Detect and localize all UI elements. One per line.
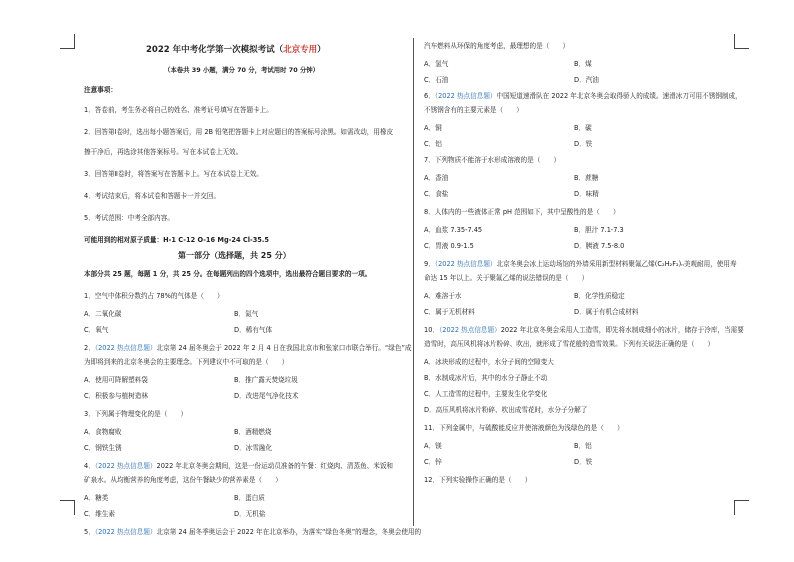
- q5-option-c: C．石油: [424, 76, 449, 84]
- q9-option-d: D．属于有机合成材料: [574, 308, 639, 316]
- q8-option-b: B．胆汁 7.1-7.3: [574, 226, 624, 234]
- question-8: 8．人体内的一些液体正常 pH 范围如下，其中呈酸性的是（ ）: [424, 208, 620, 216]
- q8-option-c: C．胃液 0.9-1.5: [424, 242, 474, 250]
- corner-mark-bottom-right: [734, 500, 749, 515]
- q4-option-a: A．糖类: [84, 494, 109, 502]
- q5-number: 5．: [84, 528, 95, 536]
- q7-option-c: C．食盐: [424, 190, 449, 198]
- q1-option-d: D．稀有气体: [234, 326, 273, 334]
- q9-option-c: C．属于无机材料: [424, 308, 475, 316]
- q10-option-b: B．水制成冰片后，其中的水分子静止不动: [424, 374, 548, 382]
- q11-option-b: B．铝: [574, 442, 592, 450]
- q1-option-a: A．二氧化碳: [84, 310, 122, 318]
- q9-option-a: A．难溶于水: [424, 292, 462, 300]
- notice-heading: 注意事项：: [84, 86, 117, 94]
- exam-title-text: 2022 年中考化学第一次模拟考试（: [146, 45, 284, 55]
- q2-option-c: C．积极参与植树造林: [84, 392, 148, 400]
- q6-option-a: A．铜: [424, 124, 442, 132]
- q10-option-a: A．冰块形成的过程中，水分子间的空隙变大: [424, 358, 554, 366]
- q3-option-c: C．钢铁生锈: [84, 444, 122, 452]
- q8-option-a: A．血浆 7.35-7.45: [424, 226, 483, 234]
- question-4-cont: 矿泉水。从均衡营养的角度考虑，这份午餐缺少的营养素是（ ）: [84, 476, 282, 484]
- q5-text: 北京第 24 届冬季奥运会于 2022 年在北京举办，为落实“绿色冬奥”的理念，冬奥会使用的: [156, 528, 422, 536]
- q2-option-b: B．推广露天焚烧垃圾: [234, 376, 298, 384]
- q10-text: 2022 年北京冬奥会采用人工造雪，即先将水制成细小的冰片，储存于冷库，当需要: [500, 326, 744, 334]
- q4-option-d: D．无机盐: [234, 510, 266, 518]
- question-6-cont: 不锈钢含有的主要元素是（ ）: [424, 106, 523, 114]
- corner-mark-top-right: [734, 34, 749, 49]
- question-5-cont: 汽车燃料从环保的角度考虑，最理想的是（ ）: [424, 42, 570, 50]
- question-9: [424, 260, 737, 268]
- q11-option-c: C．锌: [424, 458, 442, 466]
- q4-text: 2022 年北京冬奥会期间，这是一份运动员准备的午餐：红烧肉、清蒸鱼、米饭和: [156, 462, 394, 470]
- exam-title-region: 北京专用: [283, 45, 318, 55]
- q6-option-c: C．铝: [424, 140, 442, 148]
- question-7: 7．下列物质不能溶于水形成溶液的是（ ）: [424, 156, 561, 164]
- question-4: [84, 462, 393, 470]
- q9-option-b: B．化学性质稳定: [574, 292, 625, 300]
- exam-title: [146, 46, 326, 54]
- q5-option-a: A．氢气: [424, 60, 449, 68]
- q3-option-a: A．食物腐败: [84, 428, 122, 436]
- exam-subtitle: （本卷共 39 小题，满分 70 分，考试用时 70 分钟）: [164, 66, 320, 74]
- q10-number: 10．: [424, 326, 439, 334]
- q5-option-d: D．汽油: [574, 76, 599, 84]
- q3-option-b: B．酒精燃烧: [234, 428, 272, 436]
- q3-option-d: D．冰雪融化: [234, 444, 273, 452]
- q9-text: 北京冬奥会冰上运动场馆的外墙采用新型材料聚氟乙烯(C₂H₂F₂)ₙ美观耐用，使用寿: [496, 260, 737, 268]
- q2-option-a: A．使用可降解塑料袋: [84, 376, 148, 384]
- notice-4: 4．考试结束后，将本试卷和答题卡一并交回。: [84, 192, 221, 200]
- q4-option-c: C．维生素: [84, 510, 115, 518]
- q6-option-d: D．铁: [574, 140, 593, 148]
- q5-hot-tag: （2022 热点信息题）: [94, 528, 157, 536]
- q11-option-a: A．镁: [424, 442, 442, 450]
- q6-number: 6．: [424, 92, 435, 100]
- q1-option-c: C．氧气: [84, 326, 109, 334]
- notice-1: 1．答卷前，考生务必将自己的姓名、准考证号填写在答题卡上。: [84, 106, 273, 114]
- q2-option-d: D．改进尾气净化技术: [234, 392, 299, 400]
- q4-number: 4．: [84, 462, 95, 470]
- q11-option-d: D．铁: [574, 458, 593, 466]
- q6-text: 中国短道速滑队在 2022 年北京冬奥会取得骄人的成绩。速滑冰刀可用不锈钢制成，: [496, 92, 742, 100]
- question-10: [424, 326, 744, 334]
- question-11: 11．下列金属中，与硫酸能反应并使溶液颜色为浅绿色的是（ ）: [424, 424, 624, 432]
- question-6: [424, 92, 742, 100]
- q2-number: 2．: [84, 344, 95, 352]
- question-12: 12．下列实验操作正确的是（ ）: [424, 476, 532, 484]
- notice-5: 5．考试范围：中考全部内容。: [84, 214, 174, 222]
- notice-2-cont: 擦干净后，再选涂其他答案标号。写在本试卷上无效。: [84, 148, 243, 156]
- question-10-cont: 造雪时，高压风机将冰片粉碎、吹出，就形成了雪花般的造雪效果。下列有关说法正确的是（ ）: [424, 340, 715, 348]
- question-9-cont: 命达 15 年以上。关于聚氟乙烯的说法错误的是（ ）: [424, 274, 589, 282]
- q10-option-c: C．人工造雪的过程中，主要发生化学变化: [424, 390, 548, 398]
- q5-option-b: B．煤: [574, 60, 592, 68]
- corner-mark-bottom-left: [60, 500, 75, 515]
- part1-intro: 本部分共 25 题，每题 1 分，共 25 分。在每题列出的四个选项中，选出最符合题目要求的一项。: [84, 270, 372, 278]
- q9-number: 9．: [424, 260, 435, 268]
- q7-option-d: D．味精: [574, 190, 599, 198]
- corner-mark-top-left: [60, 34, 75, 49]
- question-2: [84, 344, 412, 352]
- question-5: [84, 528, 421, 536]
- q10-hot-tag: （2022 热点信息题）: [438, 326, 501, 334]
- part1-heading: 第一部分（选择题，共 25 分）: [178, 251, 291, 260]
- q2-hot-tag: （2022 热点信息题）: [94, 344, 157, 352]
- exam-title-end: ）: [317, 45, 326, 55]
- q8-option-d: D．胰液 7.5-8.0: [574, 242, 625, 250]
- q6-hot-tag: （2022 热点信息题）: [434, 92, 497, 100]
- q10-option-d: D．高压风机将冰片粉碎、吹出成雪花时，水分子分解了: [424, 406, 588, 414]
- notice-3: 3．回答第Ⅱ卷时，将答案写在答题卡上。写在本试卷上无效。: [84, 170, 263, 178]
- column-divider: [413, 38, 414, 526]
- question-1: 1．空气中体积分数约占 78%的气体是（ ）: [84, 292, 224, 300]
- q7-option-a: A．香油: [424, 174, 449, 182]
- atomic-mass-line: 可能用到的相对原子质量：H-1 C-12 O-16 Mg-24 Cl-35.5: [84, 236, 269, 244]
- q6-option-b: B．碳: [574, 124, 592, 132]
- q1-option-b: B．氮气: [234, 310, 259, 318]
- q4-hot-tag: （2022 热点信息题）: [94, 462, 157, 470]
- q9-hot-tag: （2022 热点信息题）: [434, 260, 497, 268]
- notice-2: 2．回答第Ⅰ卷时，选出每小题答案后，用 2B 铅笔把答题卡上对应题目的答案标号涂黑。如需改动，用橡皮: [84, 128, 394, 136]
- question-2-cont: 为即将到来的北京冬奥会的主要理念。下列建议中不可取的是（ ）: [84, 358, 289, 366]
- q7-option-b: B．蔗糖: [574, 174, 599, 182]
- q2-text: 北京第 24 届冬奥会于 2022 年 2 月 4 日在我国北京市和张家口市联合举行。“绿色”成: [156, 344, 412, 352]
- q4-option-b: B．蛋白质: [234, 494, 265, 502]
- question-3: 3．下列属于物理变化的是（ ）: [84, 410, 188, 418]
